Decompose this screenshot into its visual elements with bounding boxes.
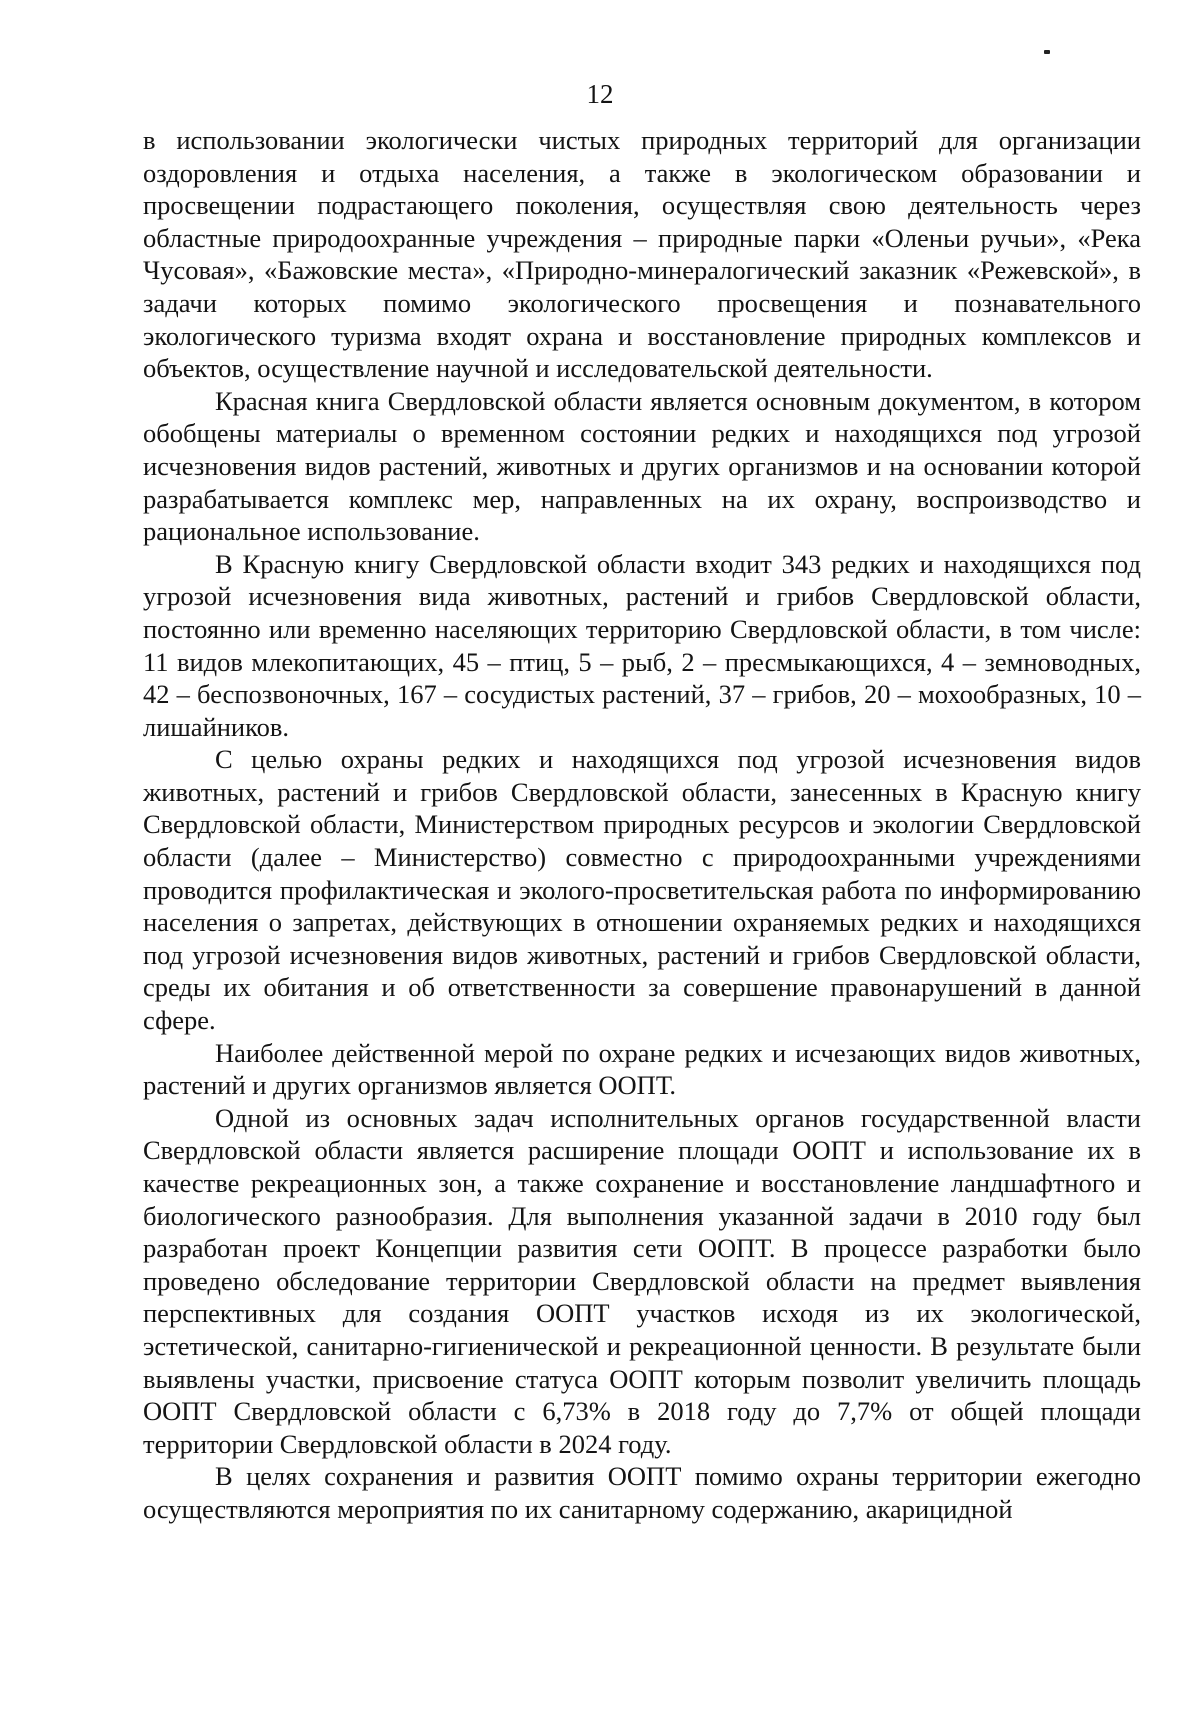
paragraph-oopt-measure: Наиболее действенной мерой по охране редких и исчезающих видов животных, растений и других организмов является ООПТ. — [143, 1037, 1141, 1101]
paragraph-oopt-development: В целях сохранения и развития ООПТ помимо охраны территории ежегодно осуществляются мероприятия по их санитарному содержанию, акарицидной — [143, 1461, 1141, 1524]
scan-mark — [1044, 50, 1050, 54]
paragraph-species-count: В Красную книгу Свердловской области входит 343 редких и находящихся под угрозой исчезновения вида животных, растений и грибов Свердловской области, постоянно или временно населяющих территорию Свердловской области, в том числе: 11 видов млекопитающих, 45 – птиц, 5 – рыб, 2 – пресмыкающихся, 4 – земноводных, 42 – беспозвоночных, 167 – сосудистых растений, 37 – грибов, 20 – мохообразных, 10 – лишайников. — [143, 548, 1141, 742]
page-number: 12 — [586, 79, 614, 109]
paragraph-continuation: в использовании экологически чистых природных территорий для организации оздоровления и отдыха населения, а также в экологическом образовании и просвещении подрастающего поколения, осуществляя свою деятельность через областные природоохранные учреждения – природные парки «Оленьи ручьи», «Река Чусовая», «Бажовские места», «Природно-минералогический заказник «Режевской», в задачи которых помимо экологического просвещения и познавательного экологического туризма входят охрана и восстановление природных комплексов и объектов, осуществление научной и исследовательской деятельности. — [143, 125, 1141, 384]
paragraph-oopt-expansion: Одной из основных задач исполнительных органов государственной власти Свердловской области является расширение площади ООПТ и использование их в качестве рекреационных зон, а также сохранение и восстановление ландшафтного и биологического разнообразия. Для выполнения указанной задачи в 2010 году был разработан проект Концепции развития сети ООПТ. В процессе разработки было проведено обследование территории Свердловской области на предмет выявления перспективных для создания ООПТ участков исходя из их экологической, эстетической, санитарно-гигиенической и рекреационной ценности. В результате были выявлены участки, присвоение статуса ООПТ которым позволит увеличить площадь ООПТ Свердловской области с 6,73% в 2018 году до 7,7% от общей площади территории Свердловской области в 2024 году. — [143, 1102, 1141, 1459]
paragraph-protection-work: С целью охраны редких и находящихся под угрозой исчезновения видов животных, растений и грибов Свердловской области, занесенных в Красную книгу Свердловской области, Министерством природных ресурсов и экологии Свердловской области (далее – Министерство) совместно с природоохранными учреждениями проводится профилактическая и эколого-просветительская работа по информированию населения о запретах, действующих в отношении охраняемых редких и находящихся под угрозой исчезновения видов животных, растений и грибов Свердловской области, среды их обитания и об ответственности за совершение правонарушений в данной сфере. — [143, 744, 1141, 1036]
paragraph-red-book: Красная книга Свердловской области является основным документом, в котором обобщены материалы о временном состоянии редких и находящихся под угрозой исчезновения видов растений, животных и других организмов и на основании которой разрабатывается комплекс мер, направленных на их охрану, воспроизводство и рациональное использование. — [143, 385, 1141, 547]
document-body — [143, 124, 1141, 1526]
